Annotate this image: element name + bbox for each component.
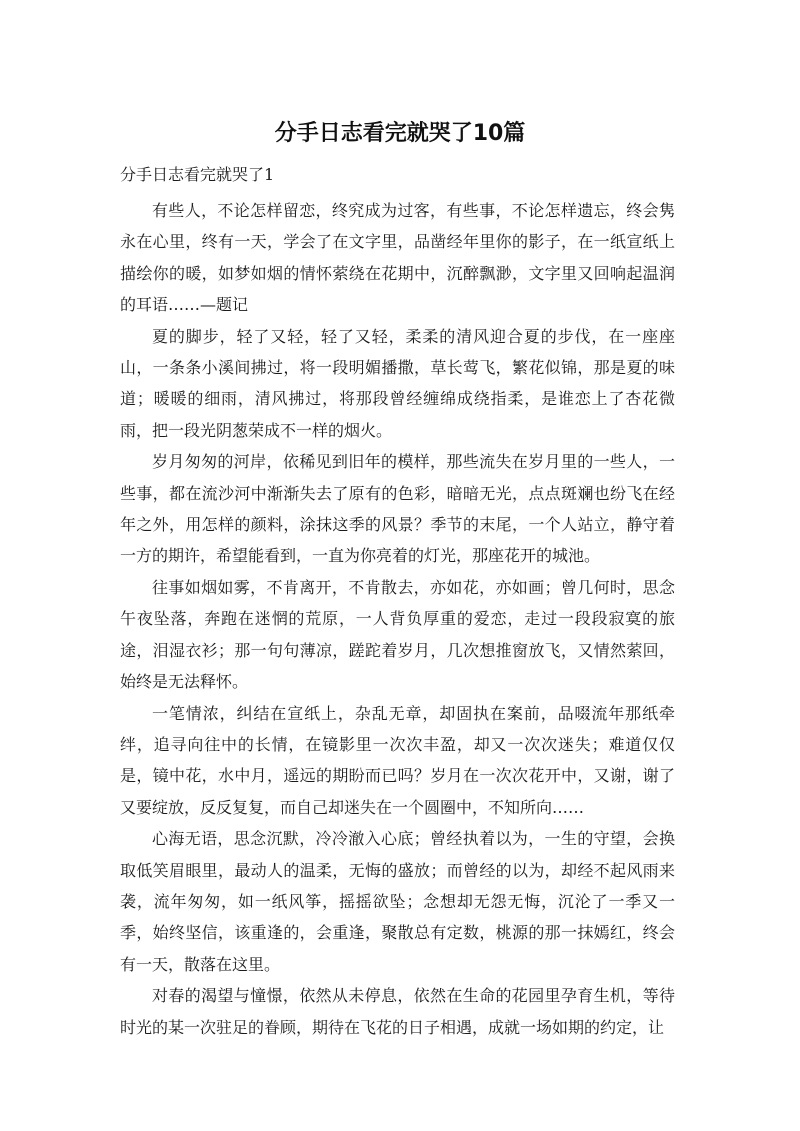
- document-subtitle: 分手日志看完就哭了1: [120, 165, 275, 184]
- paragraph: 有些人，不论怎样留恋，终究成为过客，有些事，不论怎样遗忘，终会隽永在心里，终有一天，学会了在文字里，品凿经年里你的影子，在一纸宣纸上描绘你的暖，如梦如烟的情怀萦绕在花期中，沉醉飘渺，文字里又回响起温润的耳语……—题记: [120, 201, 675, 315]
- paragraph: 夏的脚步，轻了又轻，轻了又轻，柔柔的清风迎合夏的步伐，在一座座山，一条条小溪间拂过，将一段明媚播撒，草长莺飞，繁花似锦，那是夏的味道；暖暖的细雨，清风拂过，将那段曾经缠绵成绕指柔，是谁恋上了杏花微雨，把一段光阴葱荣成不一样的烟火。: [120, 326, 675, 440]
- paragraph: 岁月匆匆的河岸，依稀见到旧年的模样，那些流失在岁月里的一些人，一些事，都在流沙河中渐渐失去了原有的色彩，暗暗无光，点点斑斓也纷飞在经年之外，用怎样的颜料，涂抹这季的风景？季节的末尾，一个人站立，静守着一方的期许，希望能看到，一直为你亮着的灯光，那座花开的城池。: [120, 452, 675, 566]
- paragraph: 心海无语，思念沉默，冷冷澈入心底；曾经执着以为，一生的守望，会换取低笑眉眼里，最动人的温柔，无悔的盛放；而曾经的以为，却经不起风雨来袭，流年匆匆，如一纸风筝，摇摇欲坠；念想却无怨无悔，沉沦了一季又一季，始终坚信，该重逢的，会重逢，聚散总有定数，桃源的那一抹嫣红，终会有一天，散落在这里。: [120, 829, 675, 974]
- paragraph: 往事如烟如雾，不肯离开，不肯散去，亦如花，亦如画；曾几何时，思念午夜坠落，奔跑在迷惘的荒原，一人背负厚重的爱恋，走过一段段寂寞的旅途，泪湿衣衫；那一句句薄凉，蹉跎着岁月，几次想推窗放飞，又情然萦回，始终是无法释怀。: [120, 577, 675, 692]
- paragraph: 一笔情浓，纠结在宣纸上，杂乱无章，却固执在案前，品啜流年那纸牵绊，追寻向往中的长情，在镜影里一次次丰盈，却又一次次迷失；难道仅仅是，镜中花，水中月，遥远的期盼而已吗？岁月在一次次花开中，又谢，谢了又要绽放，反反复复，而自己却迷失在一个圆圈中，不知所向……: [120, 703, 675, 817]
- paragraph: 对春的渴望与憧憬，依然从未停息，依然在生命的花园里孕育生机，等待时光的某一次驻足的眷顾，期待在飞花的日子相遇，成就一场如期的约定，让: [120, 986, 675, 1037]
- document-body: [120, 195, 675, 1043]
- document-title: 分手日志看完就哭了10篇: [274, 121, 526, 146]
